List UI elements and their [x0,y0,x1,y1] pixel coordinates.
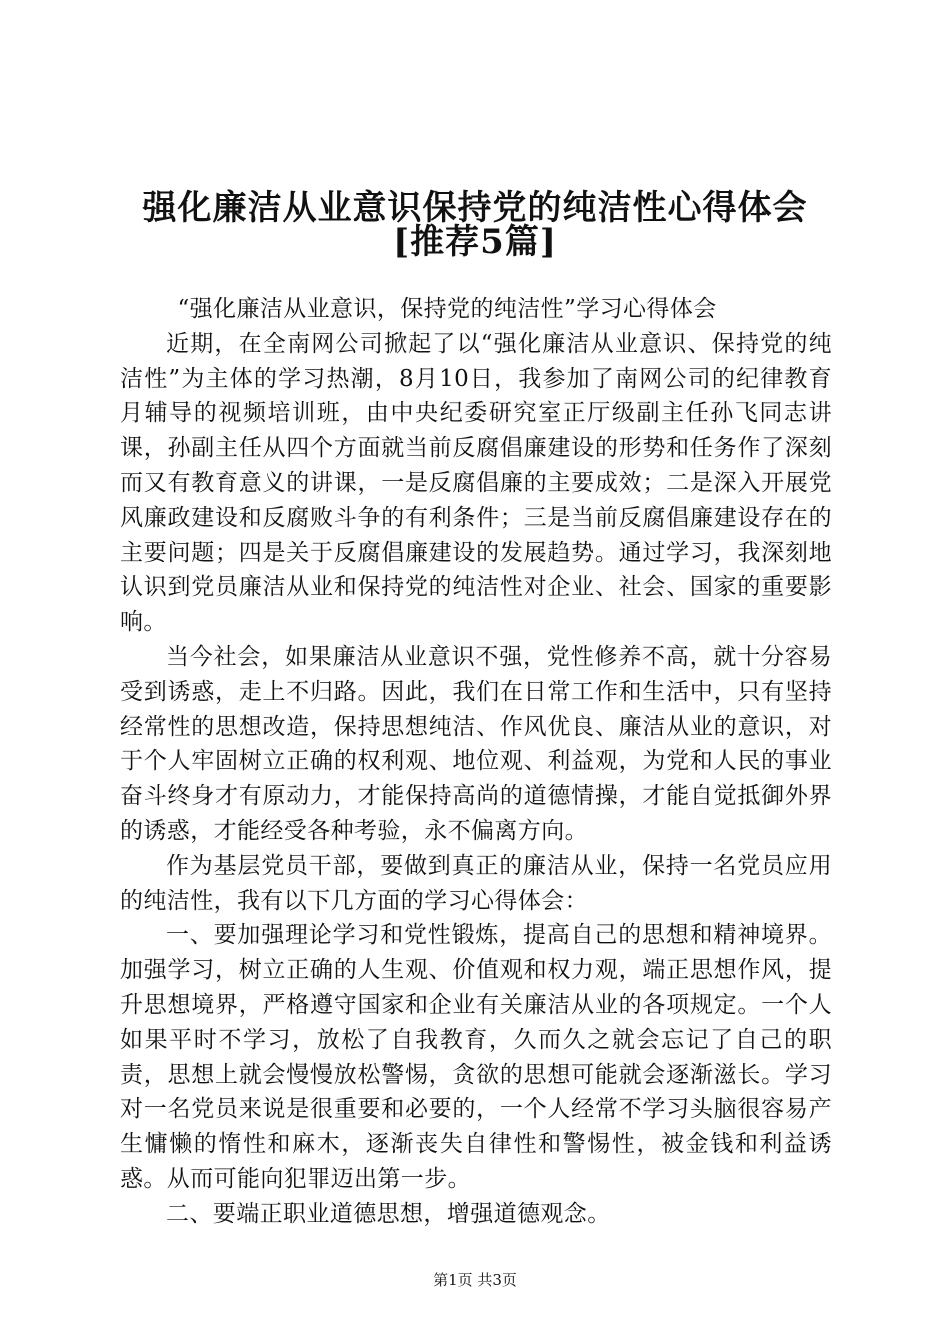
paragraph-3: 作为基层党员干部，要做到真正的廉洁从业，保持一名党员应用的纯洁性，我有以下几方面的学习心得体会： [120,852,832,914]
paragraph-1: 近期，在全南网公司掀起了以“强化廉洁从业意识、保持党的纯洁性”为主体的学习热潮，8月10日，我参加了南网公司的纪律教育月辅导的视频培训班，由中央纪委研究室正厅级副主任孙飞同志讲课，孙副主任从四个方面就当前反腐倡廉建设的形势和任务作了深刻而又有教育意义的讲课，一是反腐倡廉的主要成效；二是深入开展党风廉政建设和反腐败斗争的有利条件；三是当前反腐倡廉建设存在的主要问题；四是关于反腐倡廉建设的发展趋势。通过学习，我深刻地认识到党员廉洁从业和保持党的纯洁性对企业、社会、国家的重要影响。 [120,330,832,636]
document-body [120,292,832,1232]
document-title-line-2: [推荐5篇] [393,222,557,262]
paragraph-5: 二、要端正职业道德思想，增强道德观念。 [166,1200,611,1227]
document-title-line-1: 强化廉洁从业意识保持党的纯洁性心得体会 [142,188,808,228]
page-footer: 第1页 共3页 [433,1271,517,1289]
paragraph-subtitle: “强化廉洁从业意识，保持党的纯洁性”学习心得体会 [177,296,717,322]
paragraph-4: 一、要加强理论学习和党性锻炼，提高自己的思想和精神境界。加强学习，树立正确的人生观、价值观和权力观，端正思想作风，提升思想境界，严格遵守国家和企业有关廉洁从业的各项规定。一个人如果平时不学习，放松了自我教育，久而久之就会忘记了自己的职责，思想上就会慢慢放松警惕，贪欲的思想可能就会逐渐滋长。学习对一名党员来说是很重要和必要的，一个人经常不学习头脑很容易产生慵懒的惰性和麻木，逐渐丧失自律性和警惕性，被金钱和利益诱惑。从而可能向犯罪迈出第一步。 [120,922,832,1192]
paragraph-2: 当今社会，如果廉洁从业意识不强，党性修养不高，就十分容易受到诱惑，走上不归路。因此，我们在日常工作和生活中，只有坚持经常性的思想改造，保持思想纯洁、作风优良、廉洁从业的意识，对于个人牢固树立正确的权利观、地位观、利益观，为党和人民的事业奋斗终身才有原动力，才能保持高尚的道德情操，才能自觉抵御外界的诱惑，才能经受各种考验，永不偏离方向。 [120,643,832,844]
